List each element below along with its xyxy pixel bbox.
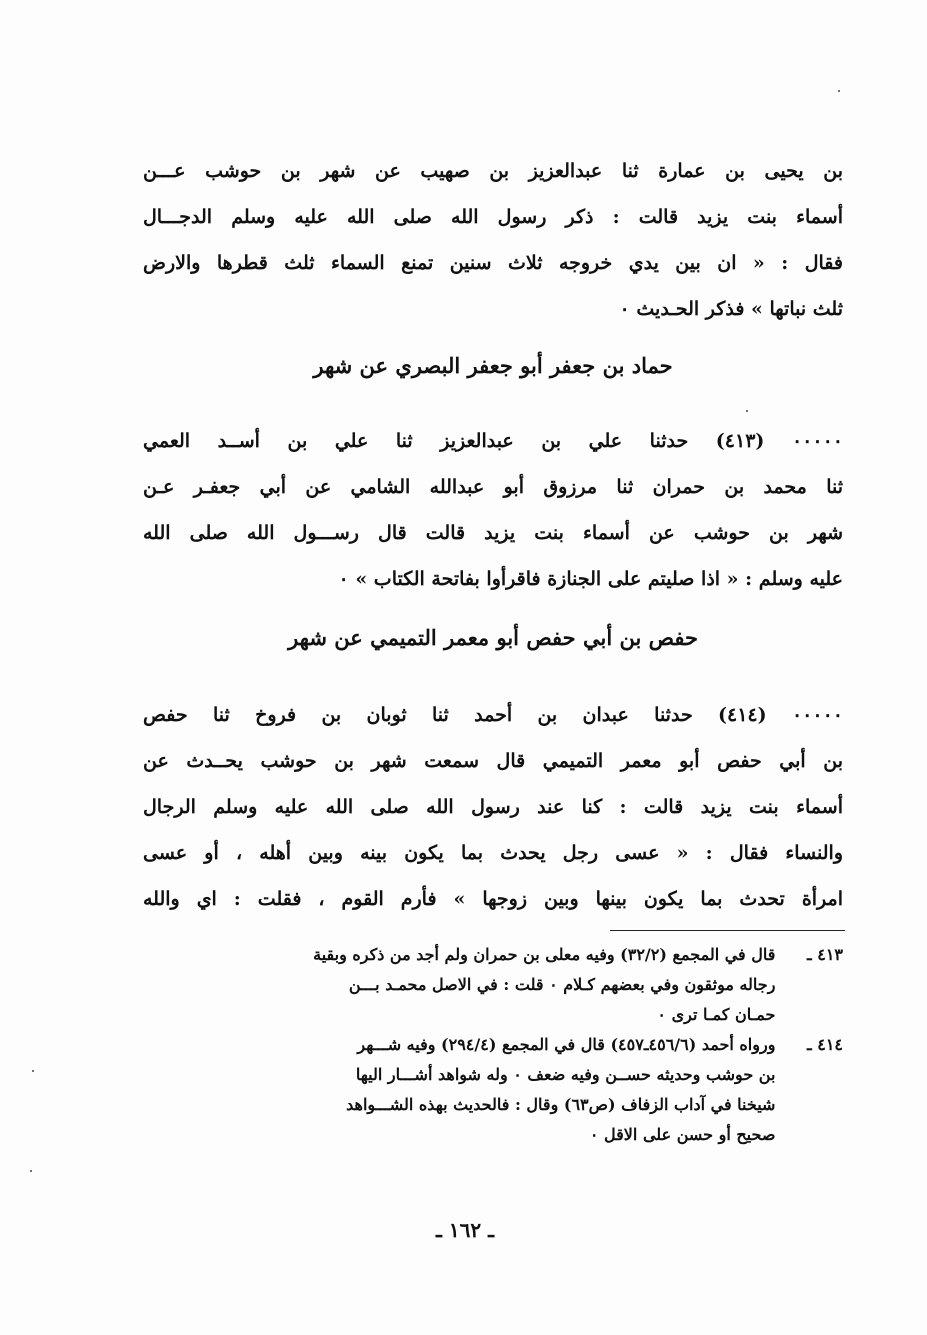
scan-speck <box>838 90 840 92</box>
footnote-body <box>155 1030 775 1150</box>
paragraph-line: بن أبي حفص أبو معمر التميمي قال سمعت شهر بن حوشب يحــدث عن <box>143 750 843 772</box>
footnote-line: رجاله موثقون وفي بعضهم كـلام ٠ قلت : في الاصل محمـد بـــن <box>348 975 776 994</box>
footnotes <box>143 940 843 1150</box>
footnote-line: قال في المجمع (٣٢/٢) وفيه معلى بن حمران ولم أجد من ذكره وبقية <box>313 945 776 964</box>
footnote <box>143 940 843 1030</box>
footnote-line: حمـان كمـا ترى ٠ <box>657 1005 776 1024</box>
footnote <box>143 1030 843 1150</box>
scan-speck <box>746 410 748 412</box>
footnote-line: شيخنا في آداب الزفاف (ص٦٣) وقال : فالحديث بهذه الشـــواهد <box>346 1095 776 1114</box>
paragraph-line: ثلث نباتها » فذكر الحـديث ٠ <box>619 298 843 320</box>
paragraph-line: والنساء فقال : « عسى رجل يحدث بما يكون بينه وبين أهله ، أو عسى <box>143 842 843 864</box>
paragraph-line: ٠٠٠٠٠ (٤١٤) حدثنا عبدان بن أحمد ثنا ثوبان بن فروخ ثنا حفص <box>143 704 843 726</box>
footnote-line: صحيح أو حسن على الاقل ٠ <box>589 1125 776 1144</box>
paragraph-line: بن يحيى بن عمارة ثنا عبدالعزيز بن صهيب عن شهر بن حوشب عـــن <box>143 160 843 182</box>
paragraph-line: عليه وسلم : « اذا صليتم على الجنازة فاقرأوا بفاتحة الكتاب » ٠ <box>338 568 843 590</box>
paragraph-line: أسماء بنت يزيد قالت : ذكر رسول الله صلى الله عليه وسلم الدجـــال <box>143 206 843 228</box>
paragraph-3 <box>143 692 843 922</box>
footnote-number: ٤١٤ ـ <box>806 1035 843 1054</box>
scan-speck <box>30 1170 32 1172</box>
footnote-line: بن حوشب وحديثه حســن وفيه ضعف ٠ وله شواهد أشـــار اليها <box>355 1065 776 1084</box>
scan-speck <box>32 1070 34 1072</box>
paragraph-line: امرأة تحدث بما يكون بينها وبين زوجها » فأرم القوم ، فقلت : اي والله <box>143 888 843 910</box>
footnote-separator <box>610 930 845 931</box>
footnote-body <box>155 940 775 1030</box>
paragraph-line: ٠٠٠٠٠ (٤١٣) حدثنا علي بن عبدالعزيز ثنا علي بن أســد العمي <box>143 430 843 452</box>
section-heading: حماد بن جعفر أبو جعفر البصري عن شهر <box>313 353 673 378</box>
footnote-number: ٤١٣ ـ <box>806 945 843 964</box>
paragraph-line: شهر بن حوشب عن أسماء بنت يزيد قالت قال رســـول الله صلى الله <box>143 522 843 544</box>
footnote-line: ورواه أحمد (٤٥٦/٦ـ٤٥٧) قال في المجمع (٢٩٤/٤) وفيه شـــهر <box>357 1035 776 1054</box>
paragraph-2 <box>143 418 843 602</box>
paragraph-line: فقال : « ان بين يدي خروجه ثلاث سنين تمنع السماء ثلث قطرها والارض <box>143 252 843 274</box>
paragraph-line: أسماء بنت يزيد قالت : كنا عند رسول الله صلى الله عليه وسلم الرجال <box>143 796 843 818</box>
section-heading: حفص بن أبي حفص أبو معمر التميمي عن شهر <box>288 625 698 650</box>
paragraph-1 <box>143 148 843 332</box>
page-number: ـ ١٦٢ ـ <box>436 1218 494 1242</box>
paragraph-line: ثنا محمد بن حمران ثنا مرزوق أبو عبدالله الشامي عن أبي جعفـر عـن <box>143 476 843 498</box>
